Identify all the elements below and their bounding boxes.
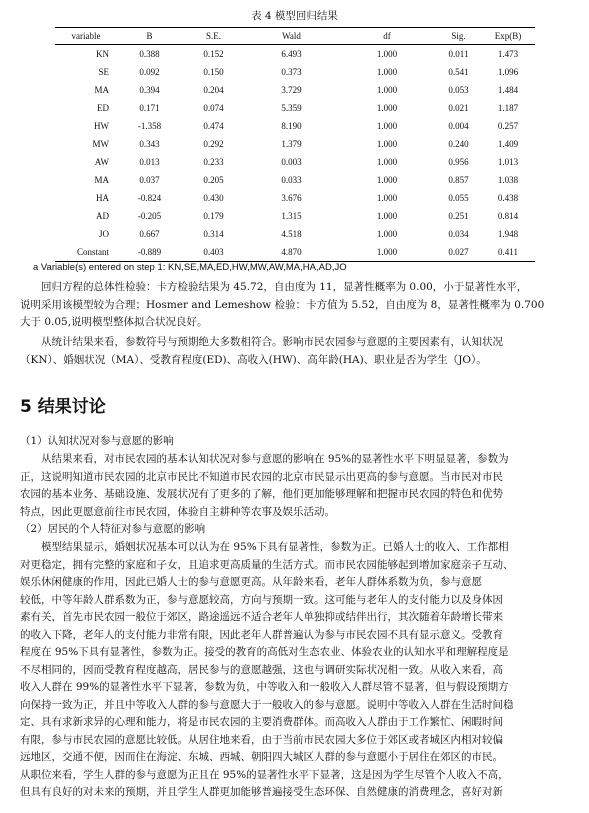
value-cell: 1.000 [376,157,398,167]
section-heading: 5 结果讨论 [20,397,106,417]
value-cell: 0.314 [203,229,224,239]
variable-cell: JO [98,229,109,239]
text-line: 模型结果显示，婚姻状况基本可以认为在 95%下具有显著性，参数为正。已婚人士的收入、工作都相 [41,541,509,553]
variable-cell: MW [92,139,109,149]
value-cell: 3.729 [281,85,302,95]
table-row [55,81,535,99]
header-cell: Exp(B) [481,28,535,45]
table-row [55,135,535,153]
value-cell: 0.257 [497,121,519,131]
text-line: 对更稳定，拥有完整的家庭和子女，且追求更高质量的生活方式。而市民农园能够起到增加家庭亲子互动、 [20,558,514,571]
value-cell: 4.518 [281,229,302,239]
value-cell: 0.179 [203,211,224,221]
value-cell: 0.403 [182,243,245,262]
table-row [55,153,535,171]
variable-cell: Constant [55,243,117,262]
text-line: （KN）、婚姻状况（MA）、受教育程度(ED)、高收入(HW)、高年龄(HA)、职业是否为学生（JO）。 [20,353,487,366]
variable-cell: MA [94,85,109,95]
text-line: 有限，参与市民农园的意愿比较低。从居住地来看，由于当前市民农园大多位于郊区或者城区内相对较偏 [20,733,503,746]
table-row [55,171,535,189]
value-cell: 8.190 [281,121,302,131]
value-cell: 1.315 [281,211,302,221]
value-cell: -0.824 [137,193,162,203]
value-cell: 0.292 [203,139,224,149]
value-cell: 3.676 [281,193,302,203]
text-line: 从结果来看，对市民农园的基本认知状况对参与意愿的影响在 95%的显著性水平下明显显著，参数为 [41,453,509,465]
value-cell: 0.074 [203,103,224,113]
header-cell: S.E. [182,28,245,45]
text-line: 向保持一致为正，并且中等收入人群的参与意愿大于一般收入的参与意愿。说明中等收入人群在生活时间稳 [20,698,514,711]
text-line: 从职位来看，学生人群的参与意愿为正且在 95%的显著性水平下显著，这是因为学生尽管个人收入不高， [20,768,509,781]
table-row [55,99,535,117]
value-cell: 0.152 [203,49,224,59]
value-cell: 0.205 [203,175,224,185]
value-cell: 0.053 [448,85,469,95]
table-row [55,207,535,225]
value-cell: 1.000 [376,67,398,77]
value-cell: 0.055 [448,193,469,203]
table-row [55,63,535,81]
text-line: 农园的基本业务、基础设施、发展状况有了更多的了解，他们更加能够理解和把握市民农园的特色和优势 [20,488,503,500]
value-cell: 4.870 [245,243,338,262]
variable-cell: AD [96,211,109,221]
value-cell: 0.037 [139,175,160,185]
paragraph-model-test [20,279,572,332]
value-cell: 1.948 [497,229,519,239]
text-line: 娱乐休闲健康的作用，因此已婚人士的参与意愿更高。从年龄来看，老年人群体系数为负，参与意愿 [20,576,482,588]
value-cell: 1.379 [281,139,302,149]
variable-cell: MA [94,175,109,185]
value-cell: 1.000 [376,139,398,149]
value-cell: 0.240 [448,139,469,149]
value-cell: 1.484 [497,85,519,95]
header-cell: df [338,28,436,45]
value-cell: -0.889 [117,243,182,262]
value-cell: -1.358 [137,121,162,131]
table-row [55,45,535,64]
value-cell: 0.021 [448,103,469,113]
value-cell: 0.027 [436,243,481,262]
value-cell: 5.359 [281,103,302,113]
value-cell: 0.013 [139,157,160,167]
table-header-row [55,28,535,45]
variable-cell: ED [97,103,109,113]
value-cell: 0.251 [448,211,469,221]
value-cell: 1.000 [338,243,436,262]
value-cell: 0.034 [448,229,469,239]
value-cell: 0.857 [448,175,469,185]
table-caption: 表 4 模型回归结果 [251,10,338,22]
text-line: 大于 0.05,说明模型整体拟合状况良好。 [20,316,208,328]
text-line: 定、具有求新求异的心理和能力，将是市民农园的主要消费群体。而高收入人群由于工作繁忙、闲暇时间 [20,716,503,728]
value-cell: 0.394 [139,85,160,95]
value-cell: 0.233 [203,157,224,167]
value-cell: 1.000 [376,193,398,203]
table-note: a Variable(s) entered on step 1: KN,SE,MA,ED,HW,MW,AW,MA,HA,AD,JO [33,262,347,273]
table-row [55,189,535,207]
value-cell: 6.493 [281,49,302,59]
text-line: 收入人群在 99%的显著性水平下显著，参数为负，中等收入和一般收入人群尽管不显著，但与假设预期方 [20,681,509,693]
value-cell: 1.409 [497,139,519,149]
value-cell: 1.000 [376,85,398,95]
value-cell: 0.388 [139,49,160,59]
value-cell: 1.187 [497,103,519,113]
text-line: 较低，中等年龄人群系数为正，参与意愿较高，方向与预期一致。这可能与老年人的支付能力以及身体因 [20,593,503,606]
table-row [55,225,535,243]
paragraph-personal [20,539,572,802]
value-cell: 0.171 [139,103,160,113]
header-cell: Wald [245,28,338,45]
value-cell: 0.373 [281,67,302,77]
value-cell: 0.011 [448,49,469,59]
value-cell: 0.033 [281,175,302,185]
header-cell: variable [55,28,117,45]
value-cell: 0.150 [203,67,224,77]
variable-cell: HW [94,121,109,131]
table-row [55,117,535,135]
value-cell: 1.013 [497,157,519,167]
paragraph-factors [20,334,572,369]
subheading-personal: （2）居民的个人特征对参与意愿的影响 [20,523,206,535]
value-cell: 0.956 [448,157,469,167]
value-cell: 0.541 [448,67,469,77]
value-cell: 0.092 [139,67,160,77]
text-line: 远地区，交通不便，因而住在海淀、东城、西城、朝阳四大城区人群的参与意愿小于居住在郊区的市民。 [20,751,503,763]
variable-cell: KN [96,49,109,59]
header-cell: Sig. [436,28,481,45]
value-cell: 1.000 [376,229,398,239]
value-cell: 1.000 [376,175,398,185]
variable-cell: AW [94,157,109,167]
text-line: 说明采用该模型较为合理；Hosmer and Lemeshow 检验：卡方值为 5.52，自由度为 8，显著性概率为 0.700 [20,298,545,311]
value-cell: 0.667 [139,229,160,239]
text-line: 从统计结果来看，参数符号与预期绝大多数相符合。影响市民农园参与意愿的主要因素有，认知状况 [41,336,503,348]
header-cell: B [117,28,182,45]
text-line: 素有关，首先市民农园一般位于郊区，路途遥远不适合老年人单独抑或结伴出行，其次随着年龄增长带来 [20,611,503,623]
regression-table [55,27,535,262]
text-line: 特点，因此更愿意前往市民农园，体验自主耕种等农事及娱乐活动。 [20,505,335,518]
value-cell: 0.004 [448,121,469,131]
text-line: 不尽相同的，因而受教育程度越高，居民参与的意愿越强，这也与调研实际状况相一致。从收入来看，高 [20,663,503,676]
variable-cell: SE [98,67,109,77]
value-cell: 0.430 [203,193,224,203]
text-line: 但具有良好的对未来的预期，并且学生人群更加能够普遍接受生态环保、自然健康的消费理念，喜好对新 [20,786,503,798]
value-cell: 1.096 [497,67,519,77]
text-line: 程度在 95%下具有显著性，参数为正。接受的教育的高低对生态农业、体验农业的认知水平和理解程度是 [20,646,509,658]
value-cell: 0.474 [203,121,224,131]
text-line: 的收入下降，老年人的支付能力非常有限，因此老年人群普遍认为参与市民农园不具有显示意义。受教育 [20,628,503,641]
value-cell: 1.000 [376,103,398,113]
value-cell: 0.343 [139,139,160,149]
text-line: 回归方程的总体性检验：卡方检验结果为 45.72，自由度为 11，显著性概率为 0.00，小于显著性水平， [41,281,528,293]
subheading-cognition: （1）认知状况对参与意愿的影响 [20,435,174,447]
value-cell: 1.473 [497,49,519,59]
value-cell: 0.438 [497,193,519,203]
value-cell: 1.000 [376,211,398,221]
value-cell: 1.000 [376,49,398,59]
paragraph-cognition [20,451,572,521]
value-cell: 1.000 [376,121,398,131]
value-cell: 1.038 [497,175,519,185]
value-cell: 0.814 [497,211,519,221]
text-line: 正，这说明知道市民农园的北京市民比不知道市民农园的北京市民显示出更高的参与意愿。当市民对市民 [20,470,503,483]
table-row [55,243,535,262]
value-cell: 0.003 [281,157,302,167]
value-cell: 0.204 [203,85,224,95]
value-cell: 0.411 [481,243,535,262]
value-cell: -0.205 [137,211,162,221]
variable-cell: HA [96,193,109,203]
